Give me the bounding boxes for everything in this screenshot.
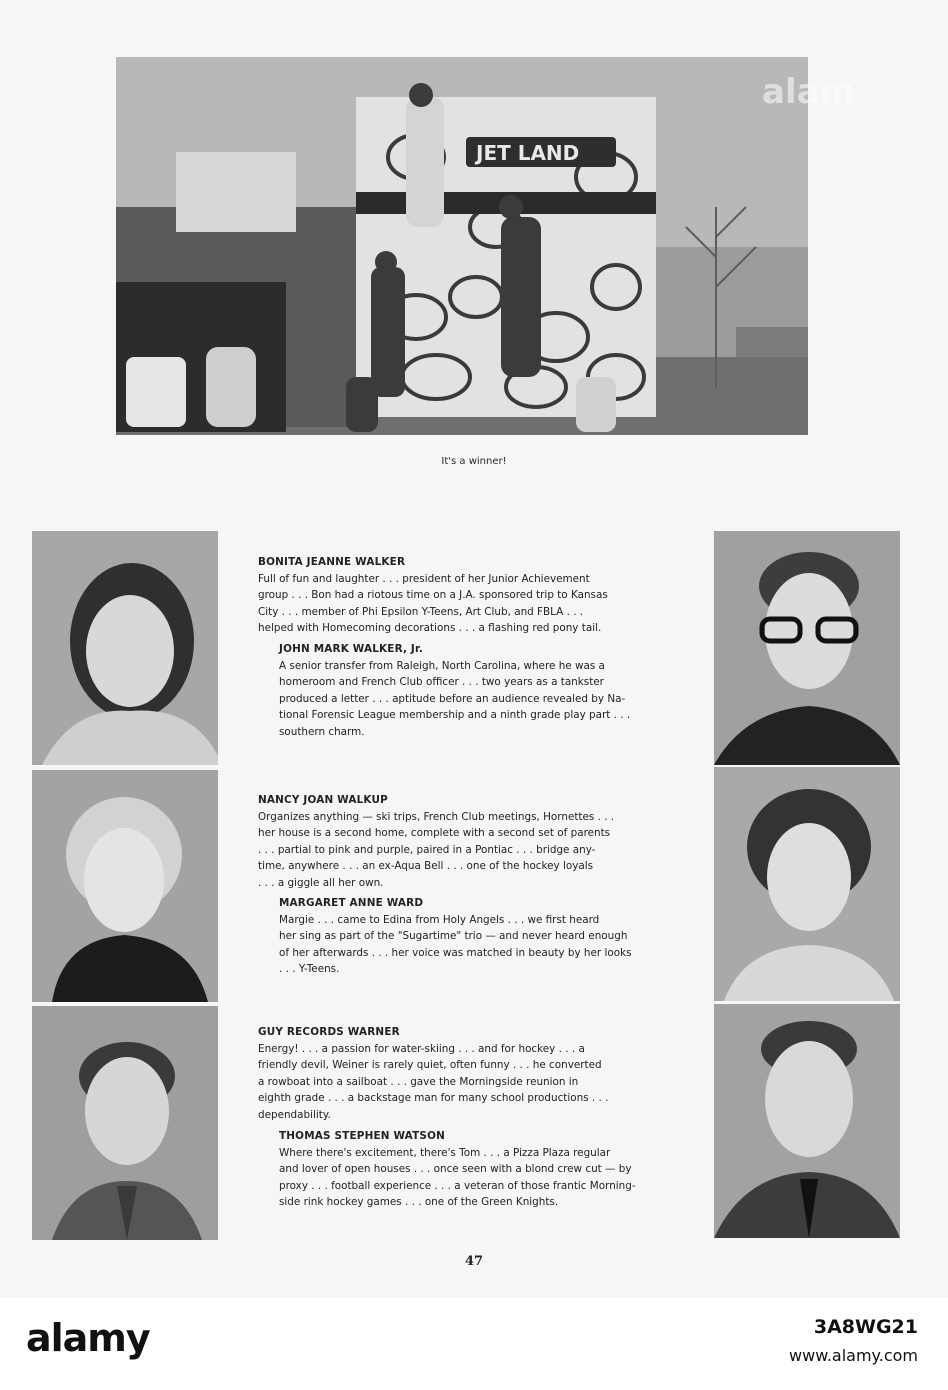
bio-nancy-walkup	[258, 792, 678, 892]
bio-line: proxy . . . football experience . . . a veteran of those frantic Morning-	[279, 1179, 636, 1192]
bio-margaret-ward	[279, 895, 679, 978]
bio-line: A senior transfer from Raleigh, North Carolina, where he was a	[279, 659, 605, 672]
bio-line: a rowboat into a sailboat . . . gave the Morningside reunion in	[258, 1075, 579, 1088]
bio-line: group . . . Bon had a riotous time on a J.A. sponsored trip to Kansas	[258, 589, 608, 602]
bio-line: southern charm.	[279, 725, 365, 738]
bio-line: . . . Y-Teens.	[279, 963, 340, 976]
alamy-watermark: alam	[762, 72, 855, 112]
senior-name: MARGARET ANNE WARD	[279, 897, 424, 909]
bio-line: City . . . member of Phi Epsilon Y-Teens, Art Club, and FBLA . . .	[258, 605, 584, 618]
senior-name: NANCY JOAN WALKUP	[258, 794, 388, 806]
portrait-thomas-watson	[714, 1004, 900, 1238]
alamy-logo: alamy	[26, 1316, 150, 1360]
stock-url: www.alamy.com	[789, 1346, 918, 1365]
bio-line: dependability.	[258, 1108, 331, 1121]
bio-line: friendly devil, Weiner is rarely quiet, often funny . . . he converted	[258, 1059, 602, 1072]
page-number: 47	[464, 1254, 484, 1269]
bio-line: Organizes anything — ski trips, French Club meetings, Hornettes . . .	[258, 810, 615, 823]
bio-line: Margie . . . came to Edina from Holy Angels . . . we first heard	[279, 913, 600, 926]
senior-name: BONITA JEANNE WALKER	[258, 556, 406, 568]
portrait-guy-warner	[32, 1006, 218, 1240]
senior-name: GUY RECORDS WARNER	[258, 1026, 400, 1038]
bio-line: produced a letter . . . aptitude before an audience revealed by Na-	[279, 692, 626, 705]
bio-line: . . . partial to pink and purple, paired in a Pontiac . . . bridge any-	[258, 843, 596, 856]
portrait-margaret-ward	[714, 767, 900, 1001]
group-photo	[116, 57, 808, 435]
bio-line: Where there's excitement, there's Tom . . . a Pizza Plaza regular	[279, 1146, 611, 1159]
bio-bonita-walker	[258, 554, 678, 637]
senior-name: JOHN MARK WALKER, Jr.	[279, 643, 423, 655]
portrait-nancy-walkup	[32, 770, 218, 1002]
float-sign-text: JET LAND	[476, 141, 580, 165]
bio-line: of her afterwards . . . her voice was matched in beauty by her looks	[279, 946, 632, 959]
bio-thomas-watson	[279, 1128, 679, 1211]
bio-line: Full of fun and laughter . . . president of her Junior Achievement	[258, 572, 590, 585]
bio-line: homeroom and French Club officer . . . two years as a tankster	[279, 676, 604, 689]
bio-line: side rink hockey games . . . one of the Green Knights.	[279, 1196, 559, 1209]
bio-john-walker	[279, 641, 679, 741]
photo-caption: It's a winner!	[441, 456, 507, 467]
bio-line: tional Forensic League membership and a ninth grade play part . . .	[279, 709, 631, 722]
bio-line: her house is a second home, complete with a second set of parents	[258, 827, 611, 840]
bio-line: eighth grade . . . a backstage man for many school productions . . .	[258, 1092, 609, 1105]
bio-line: . . . a giggle all her own.	[258, 876, 384, 889]
bio-line: helped with Homecoming decorations . . . a flashing red pony tail.	[258, 622, 602, 635]
portrait-john-walker	[714, 531, 900, 765]
bio-guy-warner	[258, 1024, 678, 1124]
senior-name: THOMAS STEPHEN WATSON	[279, 1130, 446, 1142]
image-id: 3A8WG21	[813, 1316, 918, 1338]
bio-line: time, anywhere . . . an ex-Aqua Bell . . . one of the hockey loyals	[258, 860, 594, 873]
bio-line: and lover of open houses . . . once seen with a blond crew cut — by	[279, 1163, 632, 1176]
bio-line: her sing as part of the "Sugartime" trio — and never heard enough	[279, 930, 628, 943]
portrait-bonita-walker	[32, 531, 218, 765]
bio-line: Energy! . . . a passion for water-skiing . . . and for hockey . . . a	[258, 1042, 585, 1055]
